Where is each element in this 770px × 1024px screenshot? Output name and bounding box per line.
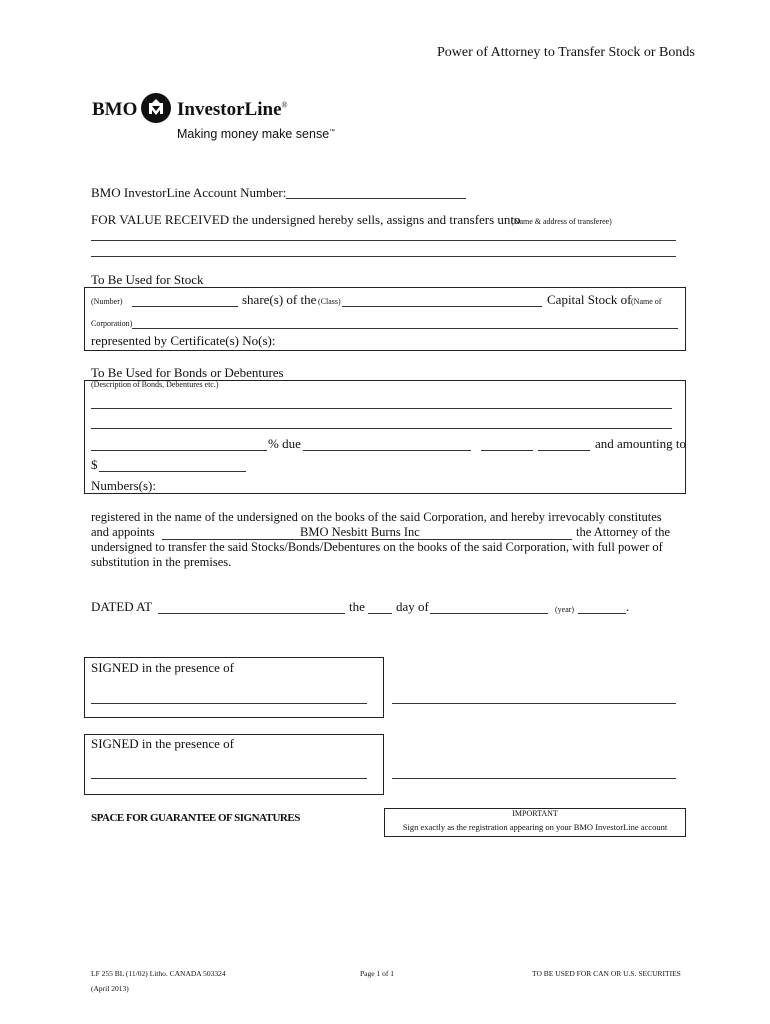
attorney-name[interactable]: BMO Nesbitt Burns Inc [300,525,420,539]
transferee-line-1[interactable] [91,240,676,241]
dated-at-text: DATED AT [91,599,153,614]
body-line-4: substitution in the premises. [91,555,232,569]
bonds-description-line-1[interactable] [91,408,672,409]
signer-signature-line-2[interactable] [392,778,676,779]
year-hint: (year) [555,605,575,614]
signed-presence-1: SIGNED in the presence of [91,660,234,675]
amount-field[interactable] [99,471,246,472]
registered-mark: ® [281,100,288,110]
brand-investorline [177,99,288,121]
account-number-label: BMO InvestorLine Account Number: [91,185,287,200]
dated-period: . [626,599,630,614]
dollar-sign: $ [91,457,98,472]
amounting-to-text: and amounting to [595,436,686,451]
attorney-of-the-text: the Attorney of the [576,525,671,539]
due-date-field-1[interactable] [303,450,471,451]
brand-bmo: BMO [92,99,138,120]
class-field[interactable] [342,306,542,307]
witness-signature-line-2[interactable] [91,778,367,779]
year-field[interactable] [578,613,626,614]
day-of-text: day of [396,599,429,614]
the-text: the [349,599,365,614]
numbers-label: Numbers(s): [91,478,156,493]
for-value-received-text: FOR VALUE RECEIVED the undersigned hereby sells, assigns and transfers unto [91,212,521,227]
footer-page-number: Page 1 of 1 [360,969,394,978]
share-number-field[interactable] [132,306,238,307]
bonds-description-line-2[interactable] [91,428,672,429]
dated-at-field[interactable] [158,613,345,614]
footer-form-code: LF 255 BL (11/02) Litho. CANADA 503324 [91,969,226,978]
footer-usage: TO BE USED FOR CAN OR U.S. SECURITIES [532,969,681,978]
tagline-text: Making money make sense [177,127,330,141]
document-title: Power of Attorney to Transfer Stock or Bonds [437,45,695,60]
name-of-hint: (Name of [631,297,662,306]
signer-signature-line-1[interactable] [392,703,676,704]
brand-investorline-text: InvestorLine [177,99,282,120]
account-number-field[interactable] [286,198,466,199]
trademark-mark: ™ [329,128,336,135]
due-date-field-2[interactable] [481,450,533,451]
percent-field[interactable] [91,450,267,451]
certificates-label: represented by Certificate(s) No(s): [91,333,276,348]
day-field[interactable] [368,613,392,614]
due-date-field-3[interactable] [538,450,590,451]
roundel-m-icon [141,93,171,123]
month-field[interactable] [430,613,548,614]
corporation-name-field[interactable] [132,328,678,329]
bonds-heading: To Be Used for Bonds or Debentures [91,365,284,380]
important-text: Sign exactly as the registration appearing on your BMO InvestorLine account [402,822,668,832]
transferee-hint: (Name & address of transferee) [511,217,612,226]
shares-of-the-text: share(s) of the [242,292,317,307]
tagline [177,127,335,141]
percent-due-text: % due [268,436,301,451]
witness-signature-line-1[interactable] [91,703,367,704]
and-appoints-text: and appoints [91,525,155,539]
capital-stock-of-text: Capital Stock of [547,292,632,307]
class-hint: (Class) [318,297,341,306]
stock-heading: To Be Used for Stock [91,272,204,287]
body-line-1: registered in the name of the undersigned on the books of the said Corporation, and hereby irrevocably constitutes [91,510,662,524]
number-hint: (Number) [91,297,123,306]
footer-date: (April 2013) [91,984,129,993]
important-title: IMPORTANT [512,809,558,818]
transferee-line-2[interactable] [91,256,676,257]
bmo-roundel-icon [141,93,171,123]
body-line-3: undersigned to transfer the said Stocks/Bonds/Debentures on the books of the said Corporation, with full power of [91,540,663,554]
signed-presence-2: SIGNED in the presence of [91,736,234,751]
corporation-hint: Corporation) [91,319,133,328]
guarantee-label: SPACE FOR GUARANTEE OF SIGNATURES [91,812,300,824]
bonds-description-hint: (Description of Bonds, Debentures etc.) [91,380,219,389]
